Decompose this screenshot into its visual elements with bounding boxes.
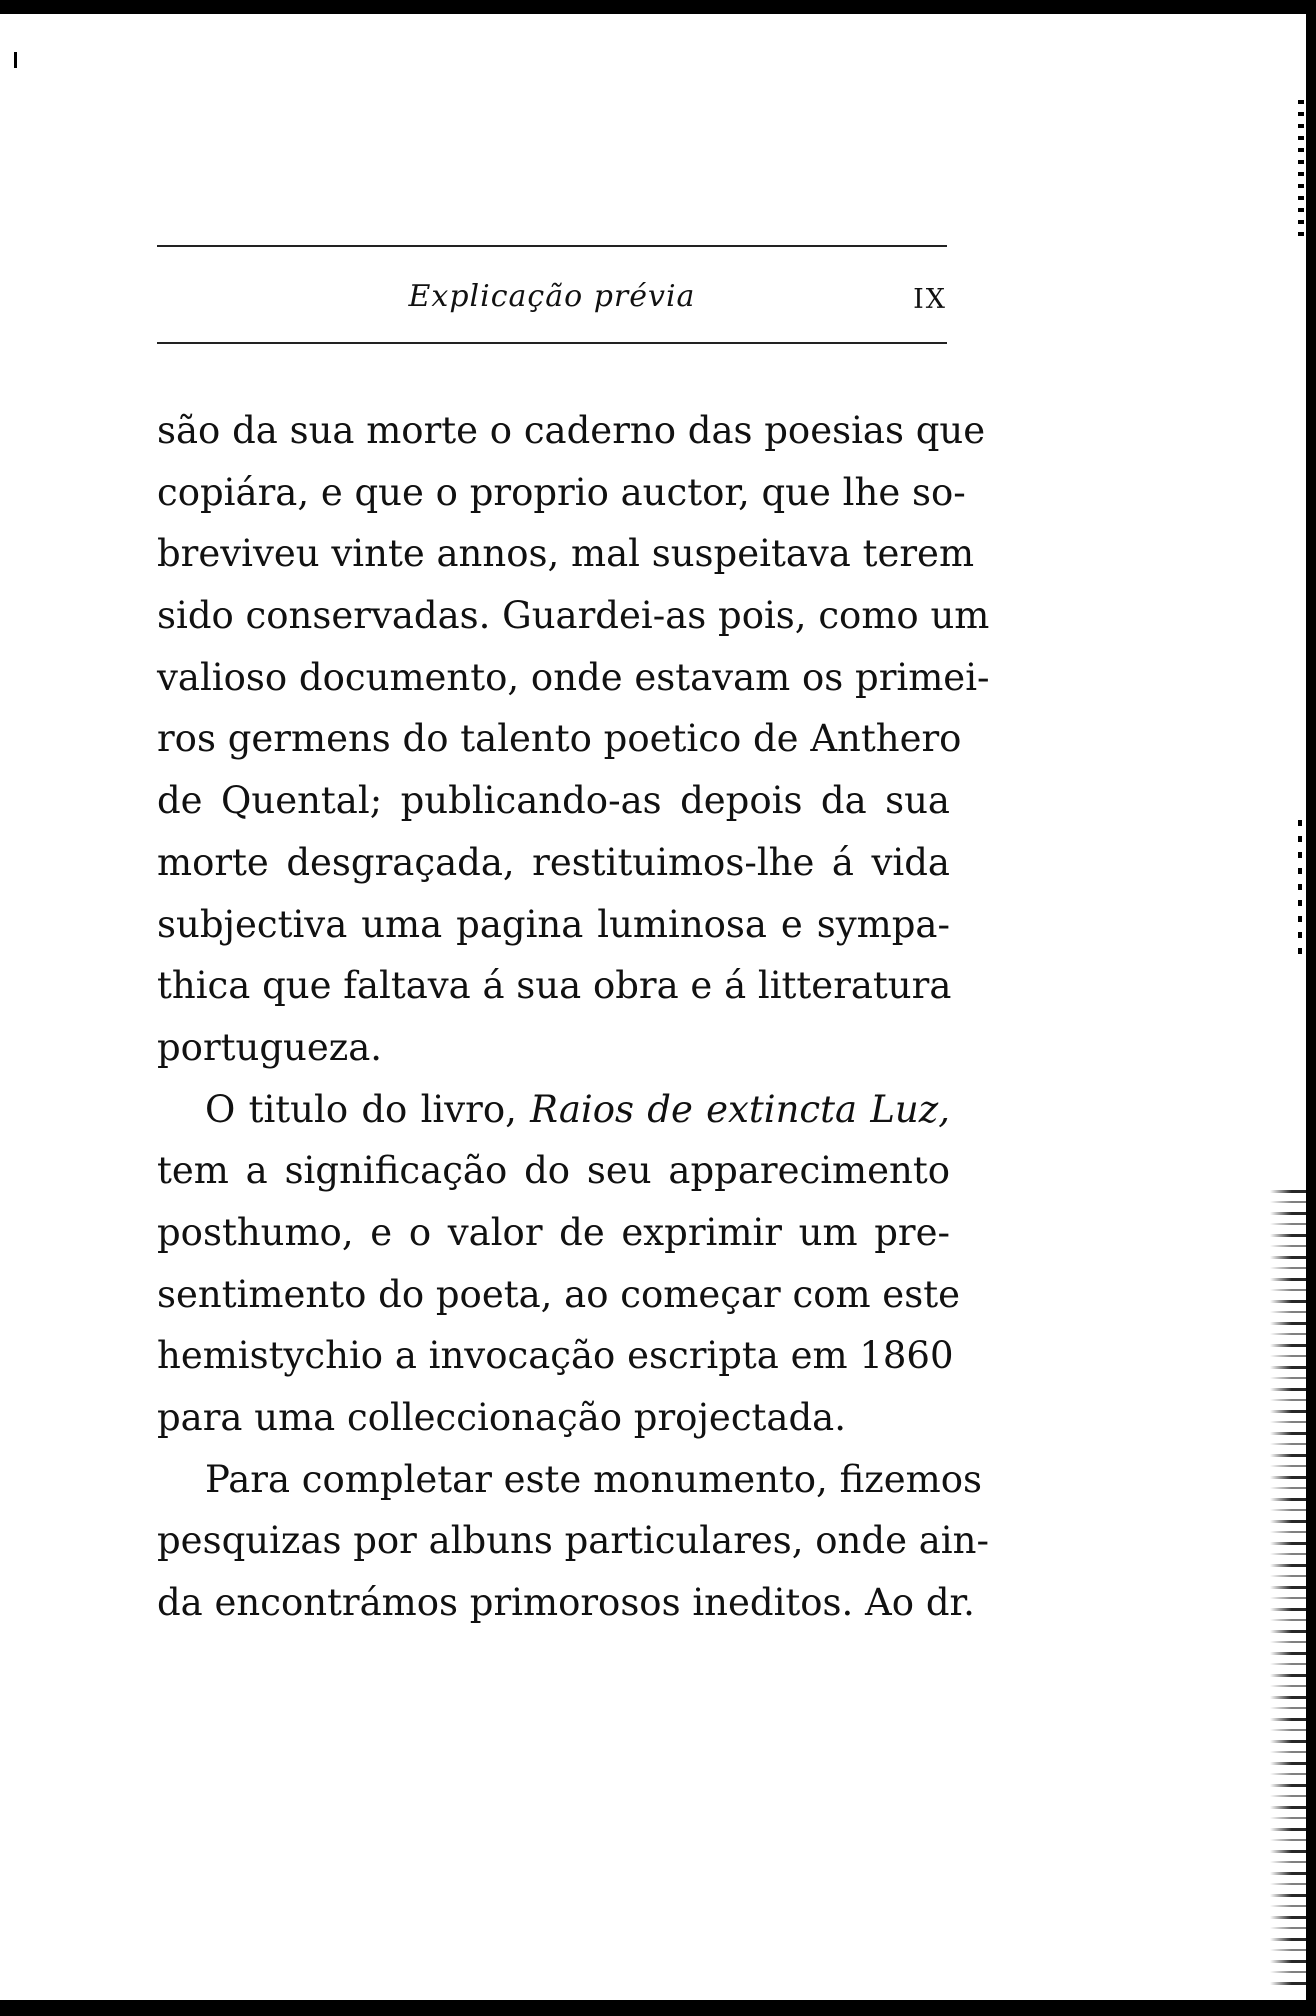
text-line: hemistychio a invocação escripta em 1860 [157,1334,954,1378]
book-title: Raios de extincta Luz, [530,1087,950,1131]
text-line: sentimento do poeta, ao começar com este [157,1272,960,1316]
text-line: de Quental; publicando-as depois da sua [157,779,950,823]
text-line: ros germens do talento poetico de Anthero [157,717,962,761]
text-line: valioso documento, onde estavam os primei- [157,655,990,699]
text-line: morte desgraçada, restituimos-lhe á vida [157,840,950,884]
scan-border-bottom [0,2000,1316,2016]
text-line: pesquizas por albuns particulares, onde ain- [157,1519,989,1563]
text-line: sido conservadas. Guardei-as pois, como um [157,594,990,638]
page-edge-shadow [1270,1190,1306,1990]
text-line: tem a significação do seu apparecimento [157,1149,950,1193]
text-run: O titulo do livro, [205,1087,517,1131]
text-line: para uma colleccionação projectada. [157,1396,846,1439]
text-line: copiára, e que o proprio auctor, que lhe so- [157,470,966,514]
text-line: thica que faltava á sua obra e á litteratura [157,964,952,1008]
header-rule-bottom [157,342,947,344]
scan-border-right [1306,0,1316,2016]
text-line: breviveu vinte annos, mal suspeitava terem [157,532,975,576]
text-line: são da sua morte o caderno das poesias que [157,409,986,452]
scan-speck [14,52,17,68]
text-line: da encontrámos primorosos ineditos. Ao dr. [157,1581,975,1625]
text-line: posthumo, e o valor de exprimir um pre- [157,1210,950,1254]
page-edge-speckle [1298,100,1304,240]
body-text [157,400,990,1634]
text-line: Para completar este monumento, fizemos [205,1457,982,1501]
page-number: IX [913,284,947,315]
text-line [157,1079,950,1141]
text-line: portugueza. [157,1025,383,1069]
running-title: Explicação prévia [408,279,696,314]
text-line: subjectiva uma pagina luminosa e sympa- [157,902,950,946]
page-edge-speckle [1298,820,1302,960]
header-rule-top [157,245,947,247]
scan-border-top [0,0,1316,14]
